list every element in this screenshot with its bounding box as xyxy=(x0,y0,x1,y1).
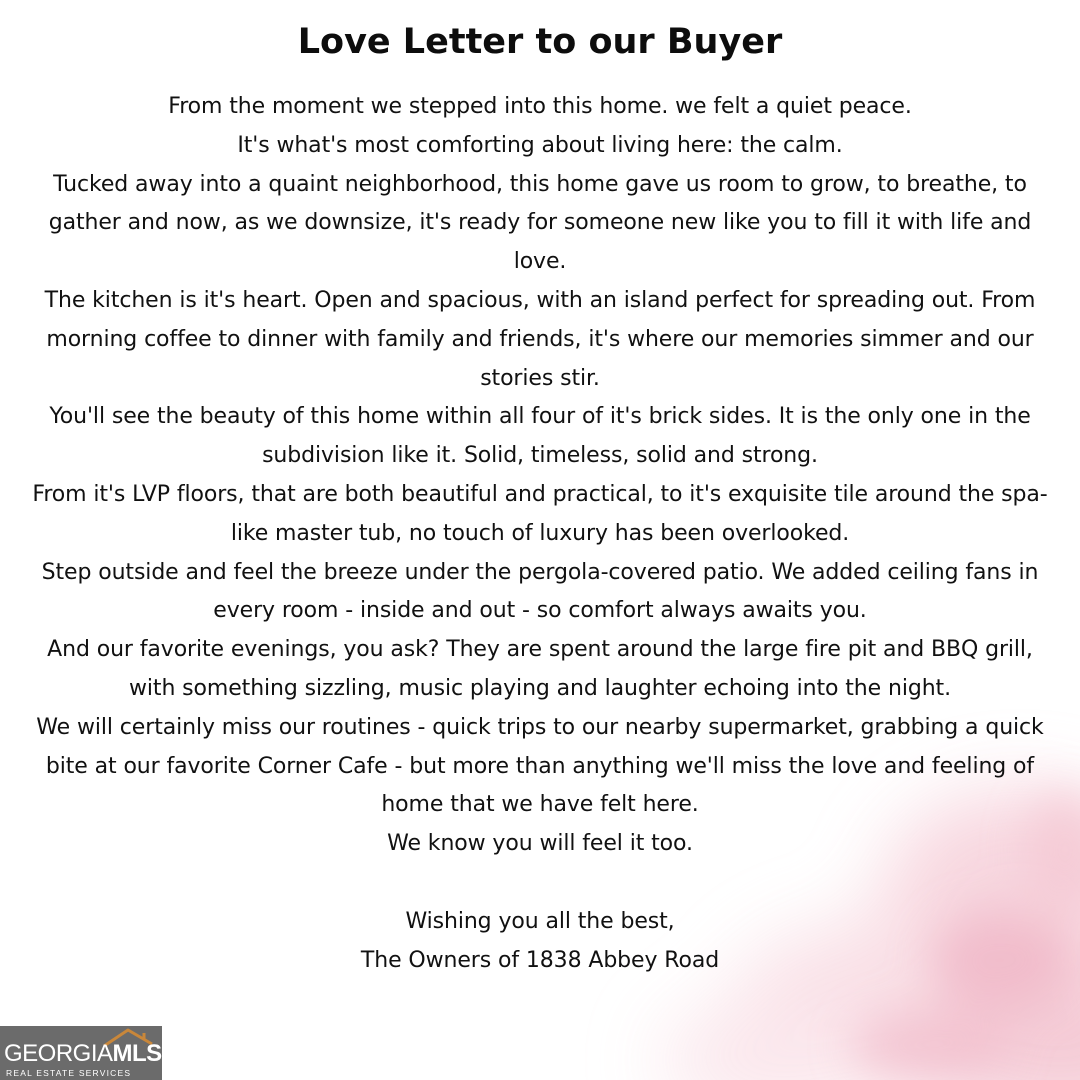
letter-paragraph: The kitchen is it's heart. Open and spacious, with an island perfect for spreading out. From morning coffee to dinner with family and friends, it's where our memories simmer and our stories stir. xyxy=(44,287,1036,391)
letter-signature: The Owners of 1838 Abbey Road xyxy=(360,947,720,973)
letter-paragraph: You'll see the beauty of this home within all four of it's brick sides. It is the only one in the subdivision like it. Solid, timeless, solid and strong. xyxy=(49,404,1031,469)
letter-paragraph: From it's LVP floors, that are both beautiful and practical, to it's exquisite tile around the spa-like master tub, no touch of luxury has been overlooked. xyxy=(32,481,1048,546)
letter-title: Love Letter to our Buyer xyxy=(297,22,783,62)
letter-paragraph: It's what's most comforting about living here: the calm. xyxy=(237,132,843,158)
letter-paragraph: We will certainly miss our routines - quick trips to our nearby supermarket, grabbing a quick bite at our favorite Corner Cafe - but more than anything we'll miss the love and feeling of home that we have felt here. xyxy=(36,714,1044,818)
paragraph-spacer xyxy=(30,864,1050,903)
logo-tagline: REAL ESTATE SERVICES xyxy=(6,1068,132,1078)
letter-paragraph: Step outside and feel the breeze under the pergola-covered patio. We added ceiling fans in every room - inside and out - so comfort always awaits you. xyxy=(41,559,1039,624)
georgia-mls-logo xyxy=(0,1026,162,1080)
letter-paragraph: We know you will feel it too. xyxy=(387,831,693,857)
logo-name-part2: MLS xyxy=(112,1040,162,1067)
logo-wordmark xyxy=(4,1041,160,1067)
letter-paragraph: Tucked away into a quaint neighborhood, this home gave us room to grow, to breathe, to gather and now, as we downsize, it's ready for someone new like you to fill it with life and love. xyxy=(48,171,1032,275)
letter-closing: Wishing you all the best, xyxy=(405,908,675,934)
letter-body xyxy=(30,88,1050,980)
logo-name-part1: GEORGIA xyxy=(4,1040,113,1067)
love-letter xyxy=(30,20,1050,980)
letter-paragraph: And our favorite evenings, you ask? They are spent around the large fire pit and BBQ grill, with something sizzling, music playing and laughter echoing into the night. xyxy=(47,637,1033,701)
letter-paragraph: From the moment we stepped into this home. we felt a quiet peace. xyxy=(168,94,912,119)
